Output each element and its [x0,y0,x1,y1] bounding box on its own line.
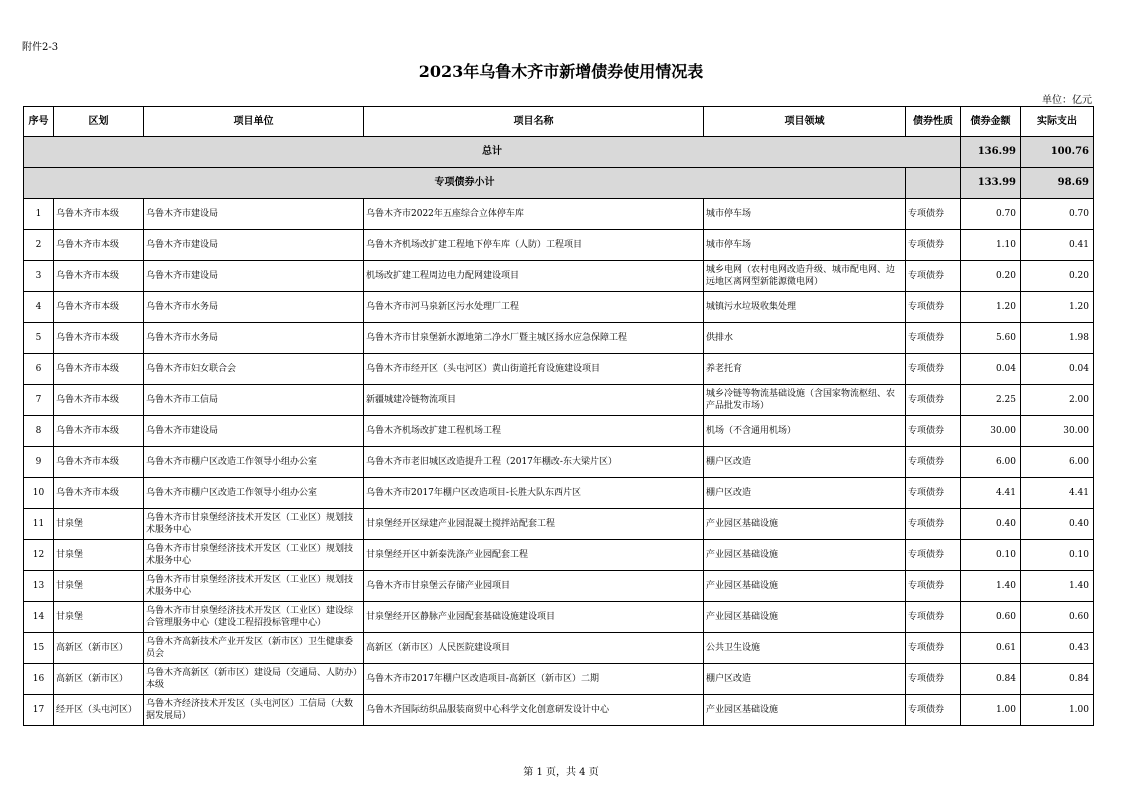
cell-bond-amount: 0.61 [961,633,1021,664]
cell-project-name: 乌鲁木齐市甘泉堡云存储产业园项目 [364,571,704,602]
cell-actual-spend: 30.00 [1021,416,1094,447]
cell-actual-spend: 0.70 [1021,199,1094,230]
cell-bond-type: 专项债券 [906,385,961,416]
cell-field: 城乡电网（农村电网改造升级、城市配电网、边远地区离网型新能源微电网） [704,261,906,292]
cell-unit: 乌鲁木齐市甘泉堡经济技术开发区（工业区）建设综合管理服务中心（建设工程招投标管理中心） [144,602,364,633]
cell-unit: 乌鲁木齐市妇女联合会 [144,354,364,385]
subtotal-actual: 98.69 [1021,168,1094,199]
table-row [24,230,1094,261]
cell-no: 5 [24,323,54,354]
cell-region: 甘泉堡 [54,509,144,540]
cell-field: 产业园区基础设施 [704,571,906,602]
cell-actual-spend: 1.98 [1021,323,1094,354]
cell-region: 高新区（新市区） [54,633,144,664]
cell-project-name: 乌鲁木齐市2017年棚户区改造项目-高新区（新市区）二期 [364,664,704,695]
cell-unit: 乌鲁木齐市水务局 [144,323,364,354]
cell-region: 乌鲁木齐市本级 [54,199,144,230]
cell-project-name: 乌鲁木齐机场改扩建工程机场工程 [364,416,704,447]
cell-bond-type: 专项债券 [906,447,961,478]
cell-actual-spend: 1.40 [1021,571,1094,602]
table-row [24,416,1094,447]
cell-bond-amount: 0.20 [961,261,1021,292]
cell-unit: 乌鲁木齐市甘泉堡经济技术开发区（工业区）规划技术服务中心 [144,509,364,540]
cell-unit: 乌鲁木齐高新区（新市区）建设局（交通局、人防办）本级 [144,664,364,695]
cell-project-name: 乌鲁木齐市河马泉新区污水处理厂工程 [364,292,704,323]
table-row [24,354,1094,385]
cell-bond-type: 专项债券 [906,416,961,447]
cell-actual-spend: 0.40 [1021,509,1094,540]
cell-no: 17 [24,695,54,726]
cell-unit: 乌鲁木齐市棚户区改造工作领导小组办公室 [144,478,364,509]
subtotal-amount: 133.99 [961,168,1021,199]
col-header-bond-type: 债券性质 [906,107,961,137]
table-row [24,571,1094,602]
total-amount: 136.99 [961,137,1021,168]
table-row [24,447,1094,478]
cell-bond-type: 专项债券 [906,292,961,323]
cell-project-name: 甘泉堡经开区绿建产业园混凝土搅拌站配套工程 [364,509,704,540]
cell-region: 乌鲁木齐市本级 [54,385,144,416]
cell-no: 11 [24,509,54,540]
cell-bond-amount: 0.10 [961,540,1021,571]
cell-region: 甘泉堡 [54,540,144,571]
cell-bond-type: 专项债券 [906,354,961,385]
cell-bond-amount: 6.00 [961,447,1021,478]
cell-unit: 乌鲁木齐市工信局 [144,385,364,416]
cell-field: 机场（不含通用机场） [704,416,906,447]
cell-unit: 乌鲁木齐市建设局 [144,230,364,261]
table-row [24,695,1094,726]
cell-project-name: 高新区（新市区）人民医院建设项目 [364,633,704,664]
page-footer: 第 1 页，共 4 页 [523,767,599,778]
cell-actual-spend: 0.60 [1021,602,1094,633]
table-row [24,323,1094,354]
cell-region: 乌鲁木齐市本级 [54,230,144,261]
cell-project-name: 乌鲁木齐市经开区（头屯河区）黄山街道托育设施建设项目 [364,354,704,385]
cell-bond-type: 专项债券 [906,540,961,571]
cell-bond-amount: 2.25 [961,385,1021,416]
cell-no: 1 [24,199,54,230]
cell-no: 9 [24,447,54,478]
cell-field: 产业园区基础设施 [704,540,906,571]
cell-region: 乌鲁木齐市本级 [54,261,144,292]
cell-field: 城市停车场 [704,199,906,230]
cell-bond-type: 专项债券 [906,602,961,633]
col-header-unit: 项目单位 [144,107,364,137]
cell-no: 3 [24,261,54,292]
table-row [24,633,1094,664]
cell-unit: 乌鲁木齐市水务局 [144,292,364,323]
table-row [24,199,1094,230]
cell-project-name: 甘泉堡经开区中新泰洗涤产业园配套工程 [364,540,704,571]
cell-project-name: 乌鲁木齐市2017年棚户区改造项目-长胜大队东西片区 [364,478,704,509]
col-header-project-name: 项目名称 [364,107,704,137]
cell-unit: 乌鲁木齐市建设局 [144,416,364,447]
cell-no: 2 [24,230,54,261]
cell-project-name: 甘泉堡经开区静脉产业园配套基础设施建设项目 [364,602,704,633]
cell-no: 12 [24,540,54,571]
cell-bond-amount: 1.20 [961,292,1021,323]
unit-label: 单位：亿元 [1042,95,1092,106]
cell-bond-amount: 1.40 [961,571,1021,602]
cell-no: 14 [24,602,54,633]
total-row [24,137,1094,168]
cell-actual-spend: 4.41 [1021,478,1094,509]
cell-region: 乌鲁木齐市本级 [54,447,144,478]
cell-no: 4 [24,292,54,323]
cell-unit: 乌鲁木齐市甘泉堡经济技术开发区（工业区）规划技术服务中心 [144,540,364,571]
cell-field: 公共卫生设施 [704,633,906,664]
page-title: 2023年乌鲁木齐市新增债券使用情况表 [418,62,704,81]
cell-bond-amount: 4.41 [961,478,1021,509]
cell-field: 产业园区基础设施 [704,602,906,633]
cell-actual-spend: 0.04 [1021,354,1094,385]
cell-field: 供排水 [704,323,906,354]
header-row [24,107,1094,137]
total-actual: 100.76 [1021,137,1094,168]
subtotal-blank [906,168,961,199]
cell-region: 乌鲁木齐市本级 [54,416,144,447]
cell-actual-spend: 1.20 [1021,292,1094,323]
cell-no: 8 [24,416,54,447]
cell-region: 乌鲁木齐市本级 [54,323,144,354]
col-header-no: 序号 [24,107,54,137]
cell-field: 棚户区改造 [704,447,906,478]
table-row [24,385,1094,416]
cell-bond-type: 专项债券 [906,323,961,354]
cell-project-name: 乌鲁木齐市老旧城区改造提升工程（2017年棚改-东大梁片区） [364,447,704,478]
cell-no: 10 [24,478,54,509]
cell-region: 高新区（新市区） [54,664,144,695]
cell-bond-amount: 1.00 [961,695,1021,726]
cell-no: 13 [24,571,54,602]
cell-field: 城镇污水垃圾收集处理 [704,292,906,323]
cell-field: 城市停车场 [704,230,906,261]
cell-bond-type: 专项债券 [906,261,961,292]
cell-no: 16 [24,664,54,695]
cell-field: 养老托育 [704,354,906,385]
cell-bond-amount: 5.60 [961,323,1021,354]
col-header-region: 区划 [54,107,144,137]
table-row [24,261,1094,292]
cell-bond-amount: 0.84 [961,664,1021,695]
cell-region: 甘泉堡 [54,602,144,633]
cell-field: 城乡冷链等物流基础设施（含国家物流枢纽、农产品批发市场） [704,385,906,416]
table-row [24,664,1094,695]
attachment-label: 附件2-3 [22,42,59,53]
cell-bond-type: 专项债券 [906,509,961,540]
cell-actual-spend: 0.84 [1021,664,1094,695]
table-row [24,540,1094,571]
table-row [24,478,1094,509]
cell-project-name: 乌鲁木齐机场改扩建工程地下停车库（人防）工程项目 [364,230,704,261]
cell-project-name: 乌鲁木齐国际纺织品服装商贸中心科学文化创意研发设计中心 [364,695,704,726]
cell-bond-amount: 1.10 [961,230,1021,261]
cell-field: 产业园区基础设施 [704,695,906,726]
cell-bond-type: 专项债券 [906,478,961,509]
cell-unit: 乌鲁木齐市建设局 [144,261,364,292]
bond-usage-table [23,106,1094,726]
cell-field: 棚户区改造 [704,478,906,509]
cell-no: 7 [24,385,54,416]
cell-bond-amount: 0.60 [961,602,1021,633]
col-header-field: 项目领域 [704,107,906,137]
cell-unit: 乌鲁木齐高新技术产业开发区（新市区）卫生健康委员会 [144,633,364,664]
cell-project-name: 乌鲁木齐市2022年五座综合立体停车库 [364,199,704,230]
cell-bond-type: 专项债券 [906,633,961,664]
cell-bond-type: 专项债券 [906,230,961,261]
table-row [24,602,1094,633]
cell-region: 经开区（头屯河区） [54,695,144,726]
cell-project-name: 新疆城建冷链物流项目 [364,385,704,416]
cell-bond-amount: 30.00 [961,416,1021,447]
cell-unit: 乌鲁木齐市棚户区改造工作领导小组办公室 [144,447,364,478]
cell-unit: 乌鲁木齐经济技术开发区（头屯河区）工信局（大数据发展局） [144,695,364,726]
cell-actual-spend: 0.43 [1021,633,1094,664]
cell-actual-spend: 0.10 [1021,540,1094,571]
cell-region: 乌鲁木齐市本级 [54,354,144,385]
cell-bond-type: 专项债券 [906,664,961,695]
cell-no: 6 [24,354,54,385]
cell-actual-spend: 0.20 [1021,261,1094,292]
cell-actual-spend: 6.00 [1021,447,1094,478]
cell-region: 甘泉堡 [54,571,144,602]
cell-bond-type: 专项债券 [906,571,961,602]
subtotal-label: 专项债券小计 [24,168,906,199]
cell-bond-amount: 0.70 [961,199,1021,230]
cell-project-name: 乌鲁木齐市甘泉堡新水源地第二净水厂暨主城区扬水应急保障工程 [364,323,704,354]
cell-bond-amount: 0.04 [961,354,1021,385]
cell-field: 棚户区改造 [704,664,906,695]
cell-unit: 乌鲁木齐市甘泉堡经济技术开发区（工业区）规划技术服务中心 [144,571,364,602]
subtotal-row [24,168,1094,199]
cell-bond-amount: 0.40 [961,509,1021,540]
table-row [24,292,1094,323]
cell-bond-type: 专项债券 [906,199,961,230]
cell-bond-type: 专项债券 [906,695,961,726]
cell-region: 乌鲁木齐市本级 [54,292,144,323]
cell-no: 15 [24,633,54,664]
total-label: 总计 [24,137,961,168]
cell-actual-spend: 0.41 [1021,230,1094,261]
cell-unit: 乌鲁木齐市建设局 [144,199,364,230]
col-header-bond-amount: 债券金额 [961,107,1021,137]
table-row [24,509,1094,540]
cell-project-name: 机场改扩建工程周边电力配网建设项目 [364,261,704,292]
col-header-actual-spend: 实际支出 [1021,107,1094,137]
cell-region: 乌鲁木齐市本级 [54,478,144,509]
cell-actual-spend: 2.00 [1021,385,1094,416]
cell-field: 产业园区基础设施 [704,509,906,540]
cell-actual-spend: 1.00 [1021,695,1094,726]
